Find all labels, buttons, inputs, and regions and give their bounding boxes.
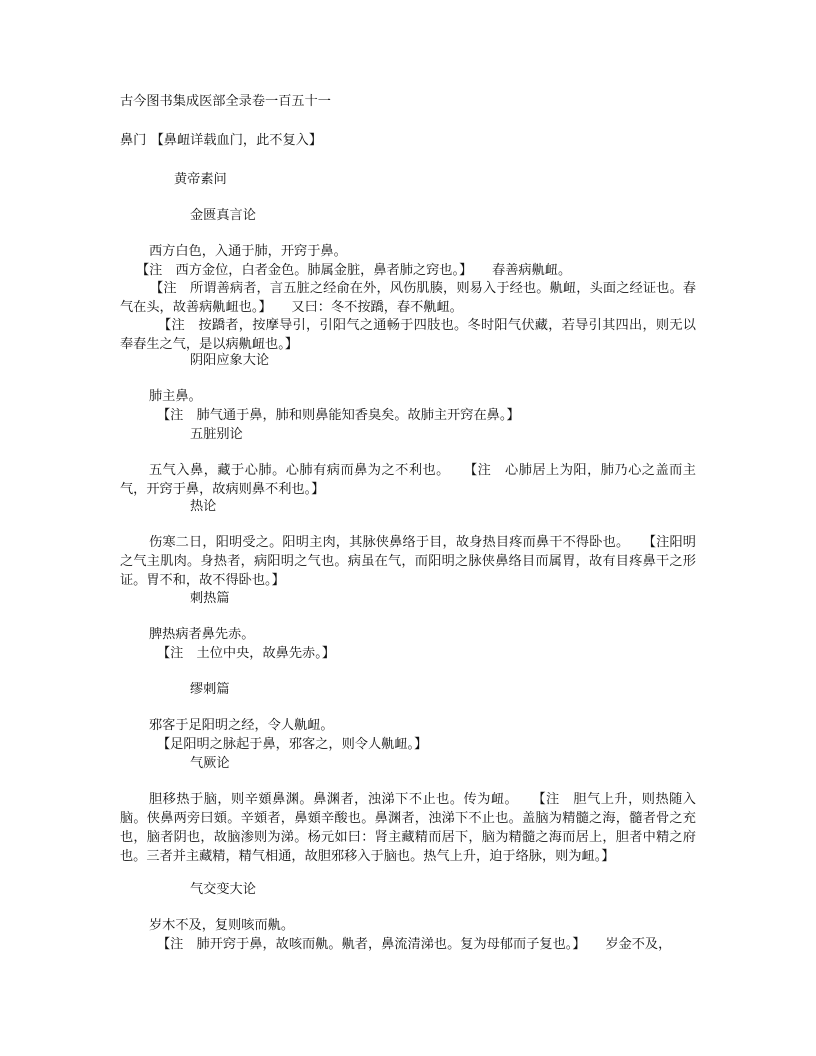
annotation-paragraph: 【注 西方金位，白者金色。肺属金脏，鼻者肺之窍也。】 春善病鼽衄。 [136,263,572,278]
annotation-paragraph: 【注 肺气通于鼻，肺和则鼻能知香臭矣。故肺主开窍在鼻。】 [157,408,520,423]
book-title: 黄帝素问 [174,172,227,187]
text-paragraph: 西方白色，入通于肺，开窍于鼻。 [149,244,347,259]
annotation-paragraph: 【足阳明之脉起于鼻，邪客之，则令人鼽衄。】 [157,737,428,752]
page-title: 古今图书集成医部全录卷一百五十一 [120,94,331,109]
section-heading: 鼻门 【鼻衄详载血门，此不复入】 [120,133,323,148]
annotation-paragraph: 【注 土位中央，故鼻先赤。】 [157,646,336,661]
chapter-heading: 五脏别论 [190,427,243,442]
chapter-heading: 气交变大论 [190,882,256,897]
text-paragraph: 伤寒二日，阳明受之。阳明主肉，其脉侠鼻络于目，故身热目疼而鼻干不得卧也。 【注阳明之气主肌肉。身热者，病阳明之气也。病虽在气，而阳明之脉侠鼻络目而属胃，故有目疼鼻干之形证。胃不和，故不得卧也。】 [120,535,696,588]
text-paragraph: 脾热病者鼻先赤。 [149,627,255,642]
text-paragraph: 岁木不及，复则咳而鼽。 [149,918,295,933]
chapter-heading: 热论 [190,499,217,514]
text-paragraph: 邪客于足阳明之经，令人鼽衄。 [149,718,334,733]
text-paragraph: 肺主鼻。 [149,389,202,404]
annotation-paragraph: 【注 所谓善病者，言五脏之经俞在外，风伤肌腠，则易入于经也。鼽衄，头面之经证也。春气在头，故善病鼽衄也。】 又曰：冬不按蹻，春不鼽衄。 [120,281,696,315]
text-paragraph: 五气入鼻，藏于心肺。心肺有病而鼻为之不利也。 【注 心肺居上为阳，肺乃心之盖而主气，开窍于鼻，故病则鼻不利也。】 [120,463,696,497]
chapter-heading: 缪刺篇 [190,682,230,697]
chapter-heading: 刺热篇 [190,591,230,606]
chapter-heading: 金匮真言论 [190,208,256,223]
chapter-heading: 阴阳应象大论 [190,353,270,368]
annotation-paragraph: 【注 肺开窍于鼻，故咳而鼽。鼽者，鼻流清涕也。复为母郁而子复也。】 岁金不及， [157,937,672,952]
annotation-paragraph: 【注 按蹻者，按摩导引，引阳气之通畅于四肢也。冬时阳气伏藏，若导引其四出，则无以奉春生之气，是以病鼽衄也。】 [120,318,696,352]
text-paragraph: 胆移热于脑，则辛頞鼻渊。鼻渊者，浊涕下不止也。传为衄。 【注 胆气上升，则热随入脑。侠鼻两旁曰頞。辛頞者，鼻頞辛酸也。鼻渊者，浊涕下不止也。盖脑为精髓之海，髓者骨之充也，脑者阴也，故脑渗则为涕。杨元如曰：肾主藏精而居下，脑为精髓之海而居上，胆者中精之府也。三者并主藏精，精气相通，故胆邪移入于脑也。热气上升，迫于络脉，则为衄。】 [120,792,696,864]
chapter-heading: 气厥论 [190,756,230,771]
